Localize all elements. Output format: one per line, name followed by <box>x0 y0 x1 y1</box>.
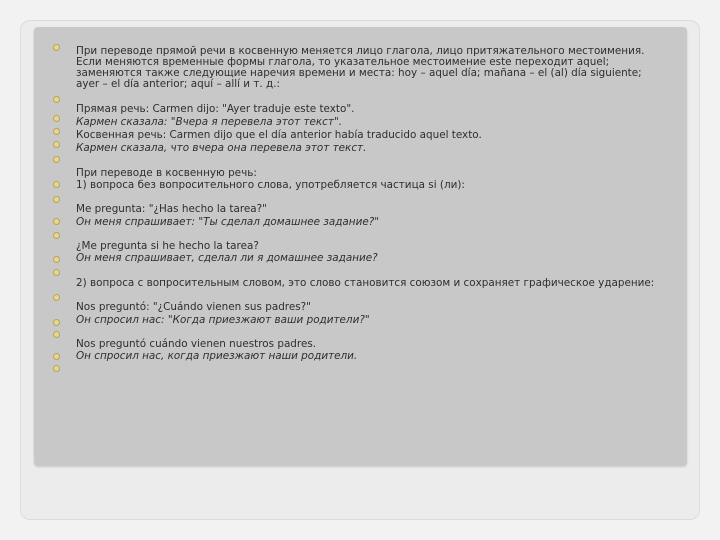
bullet-marker <box>53 319 60 326</box>
example-4: Nos preguntó cuándo vienen nuestros padres. <box>76 338 317 350</box>
intro-line-3: заменяются также следующие наречия времени и места: hoy – aquel día; mañana – el (al) día siguiente; <box>76 67 642 79</box>
indirect-speech: Косвенная речь: Carmen dijo que el día anterior había traducido aquel texto. <box>76 129 482 141</box>
bullet-marker <box>53 44 60 51</box>
intro-line-1: При переводе прямой речи в косвенную меняется лицо глагола, лицо притяжательного местоимения. <box>76 45 645 57</box>
bullet-marker <box>53 353 60 360</box>
bullet-marker <box>53 128 60 135</box>
bullet-marker <box>53 294 60 301</box>
example-2: ¿Me pregunta si he hecho la tarea? <box>76 240 259 252</box>
rule-heading: При переводе в косвенную речь: <box>76 167 257 179</box>
bullet-marker <box>53 218 60 225</box>
example-4-translation: Он спросил нас, когда приезжают наши родители. <box>76 350 358 362</box>
example-1-translation: Он меня спрашивает: "Ты сделал домашнее задание?" <box>76 216 380 228</box>
indirect-speech-translation: Кармен сказала, что вчера она перевела этот текст. <box>76 142 367 154</box>
bullet-marker <box>53 256 60 263</box>
bullet-marker <box>53 331 60 338</box>
bullet-marker <box>53 96 60 103</box>
example-1: Me pregunta: "¿Has hecho la tarea?" <box>76 203 267 215</box>
bullet-marker <box>53 115 60 122</box>
bullet-marker <box>53 181 60 188</box>
bullet-marker <box>53 269 60 276</box>
intro-line-2: Если меняются временные формы глагола, то указательное местоимение este переходит aquel; <box>76 56 610 68</box>
rule-2: 2) вопроса с вопросительным словом, это слово становится союзом и сохраняет графическое ударение: <box>76 277 655 289</box>
intro-line-4: ayer – el día anterior; aquí – allí и т. д.: <box>76 78 280 90</box>
direct-speech-translation: Кармен сказала: "Вчера я перевела этот текст". <box>76 116 343 128</box>
bullet-marker <box>53 141 60 148</box>
bullet-marker <box>53 196 60 203</box>
direct-speech: Прямая речь: Carmen dijo: "Ayer traduje este texto". <box>76 103 355 115</box>
bullet-marker <box>53 232 60 239</box>
example-3: Nos preguntó: "¿Cuándo vienen sus padres?" <box>76 301 311 313</box>
example-2-translation: Он меня спрашивает, сделал ли я домашнее задание? <box>76 252 378 264</box>
rule-1: 1) вопроса без вопросительного слова, употребляется частица si (ли): <box>76 179 465 191</box>
example-3-translation: Он спросил нас: "Когда приезжают ваши родители?" <box>76 314 370 326</box>
bullet-marker <box>53 156 60 163</box>
bullet-marker <box>53 365 60 372</box>
